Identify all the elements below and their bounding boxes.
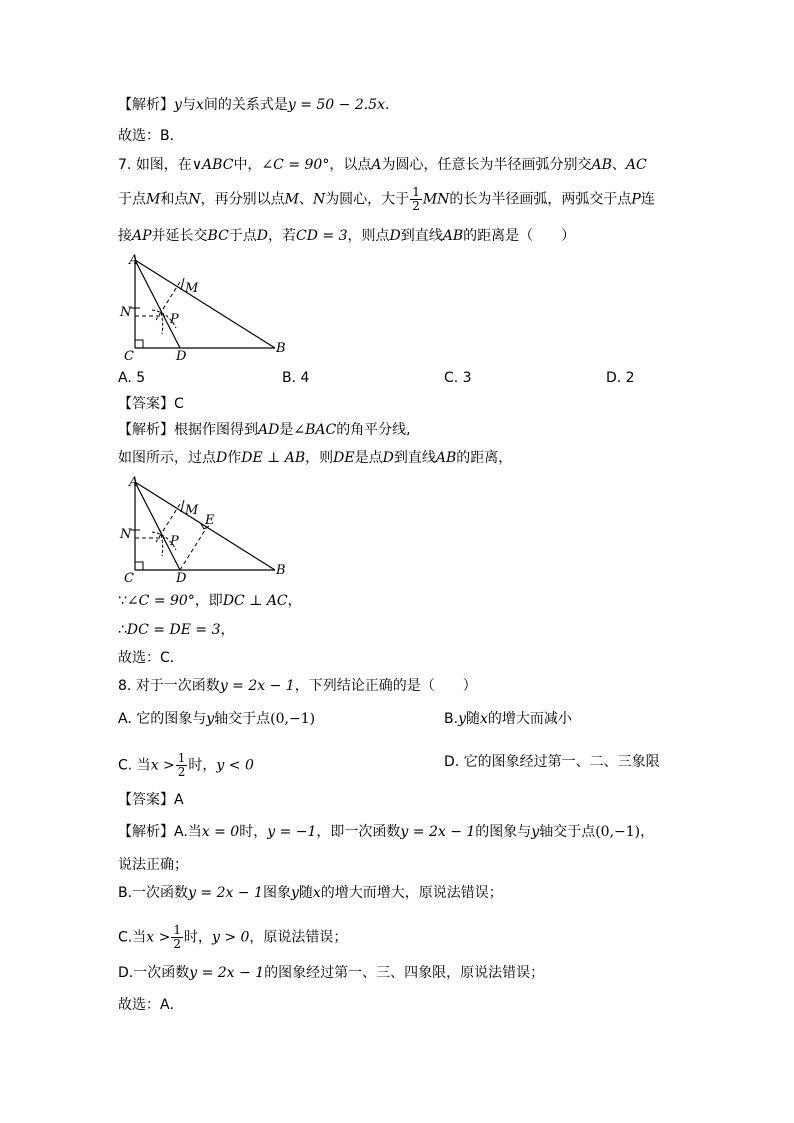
q7-stem-line1: 7. 如图，在∨ABC中，∠C = 90°，以点A为圆心，任意长为半径画弧分别交AB、AC [118, 157, 647, 173]
q8-analysis-c: C.当x > $\frac{1}{2}$ 时，y > 0，原说法错误； [118, 923, 348, 951]
fraction-half: $\frac{1}{2}$ [412, 185, 420, 213]
analysis-tag: 【解析】 [118, 97, 174, 113]
label-p: P [170, 312, 179, 327]
q8-option-a[interactable]: A. 它的图象与y轴交于点(0,−1) [118, 711, 316, 727]
label-m: M [185, 503, 199, 518]
label-e: E [205, 513, 215, 528]
q7-option-b[interactable]: B. 4 [282, 370, 310, 386]
q8-analysis-a: 【解析】A.当x = 0时，y = −1，即一次函数y = 2x − 1的图象与y轴交于点(0,−1)， [118, 824, 655, 840]
q7-solution-figure [110, 472, 300, 587]
label-b: B [276, 341, 286, 356]
q7-triangle-figure [110, 250, 300, 365]
fraction-half: $\frac{1}{2}$ [177, 751, 186, 779]
label-c: C [124, 571, 134, 586]
q8-analysis-b: B.一次函数y = 2x − 1图象y随x的增大而增大，原说法错误； [118, 885, 503, 901]
q7-analysis-line2: 如图所示，过点D作DE ⊥ AB，则DE是点D到直线AB的距离， [118, 450, 513, 466]
q8-answer: 【答案】A [118, 792, 184, 808]
label-c: C [124, 349, 134, 364]
q8-stem: 8. 对于一次函数y = 2x − 1，下列结论正确的是（ ） [118, 678, 477, 694]
label-b: B [276, 563, 286, 578]
q7-analysis-line4: ∴DC = DE = 3， [118, 622, 235, 638]
q8-option-d[interactable]: D. 它的图象经过第一、二、三象限 [444, 754, 660, 770]
q8-analysis-d: D.一次函数y = 2x − 1的图象经过第一、三、四象限，原说法错误； [118, 965, 545, 981]
q7-option-d[interactable]: D. 2 [606, 370, 635, 386]
label-a: A [129, 253, 139, 268]
fraction-half: $\frac{1}{2}$ [173, 923, 181, 951]
q8-choice: 故选：A． [118, 997, 184, 1013]
label-a: A [129, 475, 139, 490]
q7-stem-line2: 于点M和点N，再分别以点M、N为圆心，大于 $\frac{1}{2}$ MN的长为半径画弧，两弧交于点P连 [118, 185, 655, 213]
label-m: M [185, 281, 199, 296]
q7-choice: 故选：C． [118, 650, 184, 666]
label-n: N [120, 527, 132, 542]
q7-option-a[interactable]: A. 5 [118, 370, 146, 386]
label-p: P [170, 534, 179, 549]
q7-answer: 【答案】C [118, 396, 184, 412]
label-n: N [120, 305, 132, 320]
q8-option-b[interactable]: B.y随x的增大而减小 [444, 711, 572, 727]
question-number: 8. [118, 678, 132, 694]
label-d: D [176, 349, 187, 364]
question-number: 7. [118, 157, 132, 173]
q8-analysis-a-cont: 说法正确； [118, 857, 188, 873]
q8-option-c[interactable]: C. 当x > $\frac{1}{2}$ 时，y < 0 [118, 751, 254, 779]
q7-analysis-line3: ∵∠C = 90°，即DC ⊥ AC， [118, 593, 302, 609]
q7-stem-line3: 接AP并延长交BC于点D，若CD = 3，则点D到直线AB的距离是（ ） [118, 228, 576, 244]
q7-analysis-line1: 【解析】根据作图得到AD是∠BAC的角平分线, [118, 422, 411, 438]
label-d: D [176, 571, 187, 586]
q7-option-c[interactable]: C. 3 [444, 370, 472, 386]
relation-formula: y = 50 − 2.5x [287, 97, 385, 113]
choice-line: 故选：B． [118, 128, 184, 144]
analysis-line-relation: 【解析】y与x间的关系式是y = 50 − 2.5x. [118, 97, 390, 113]
